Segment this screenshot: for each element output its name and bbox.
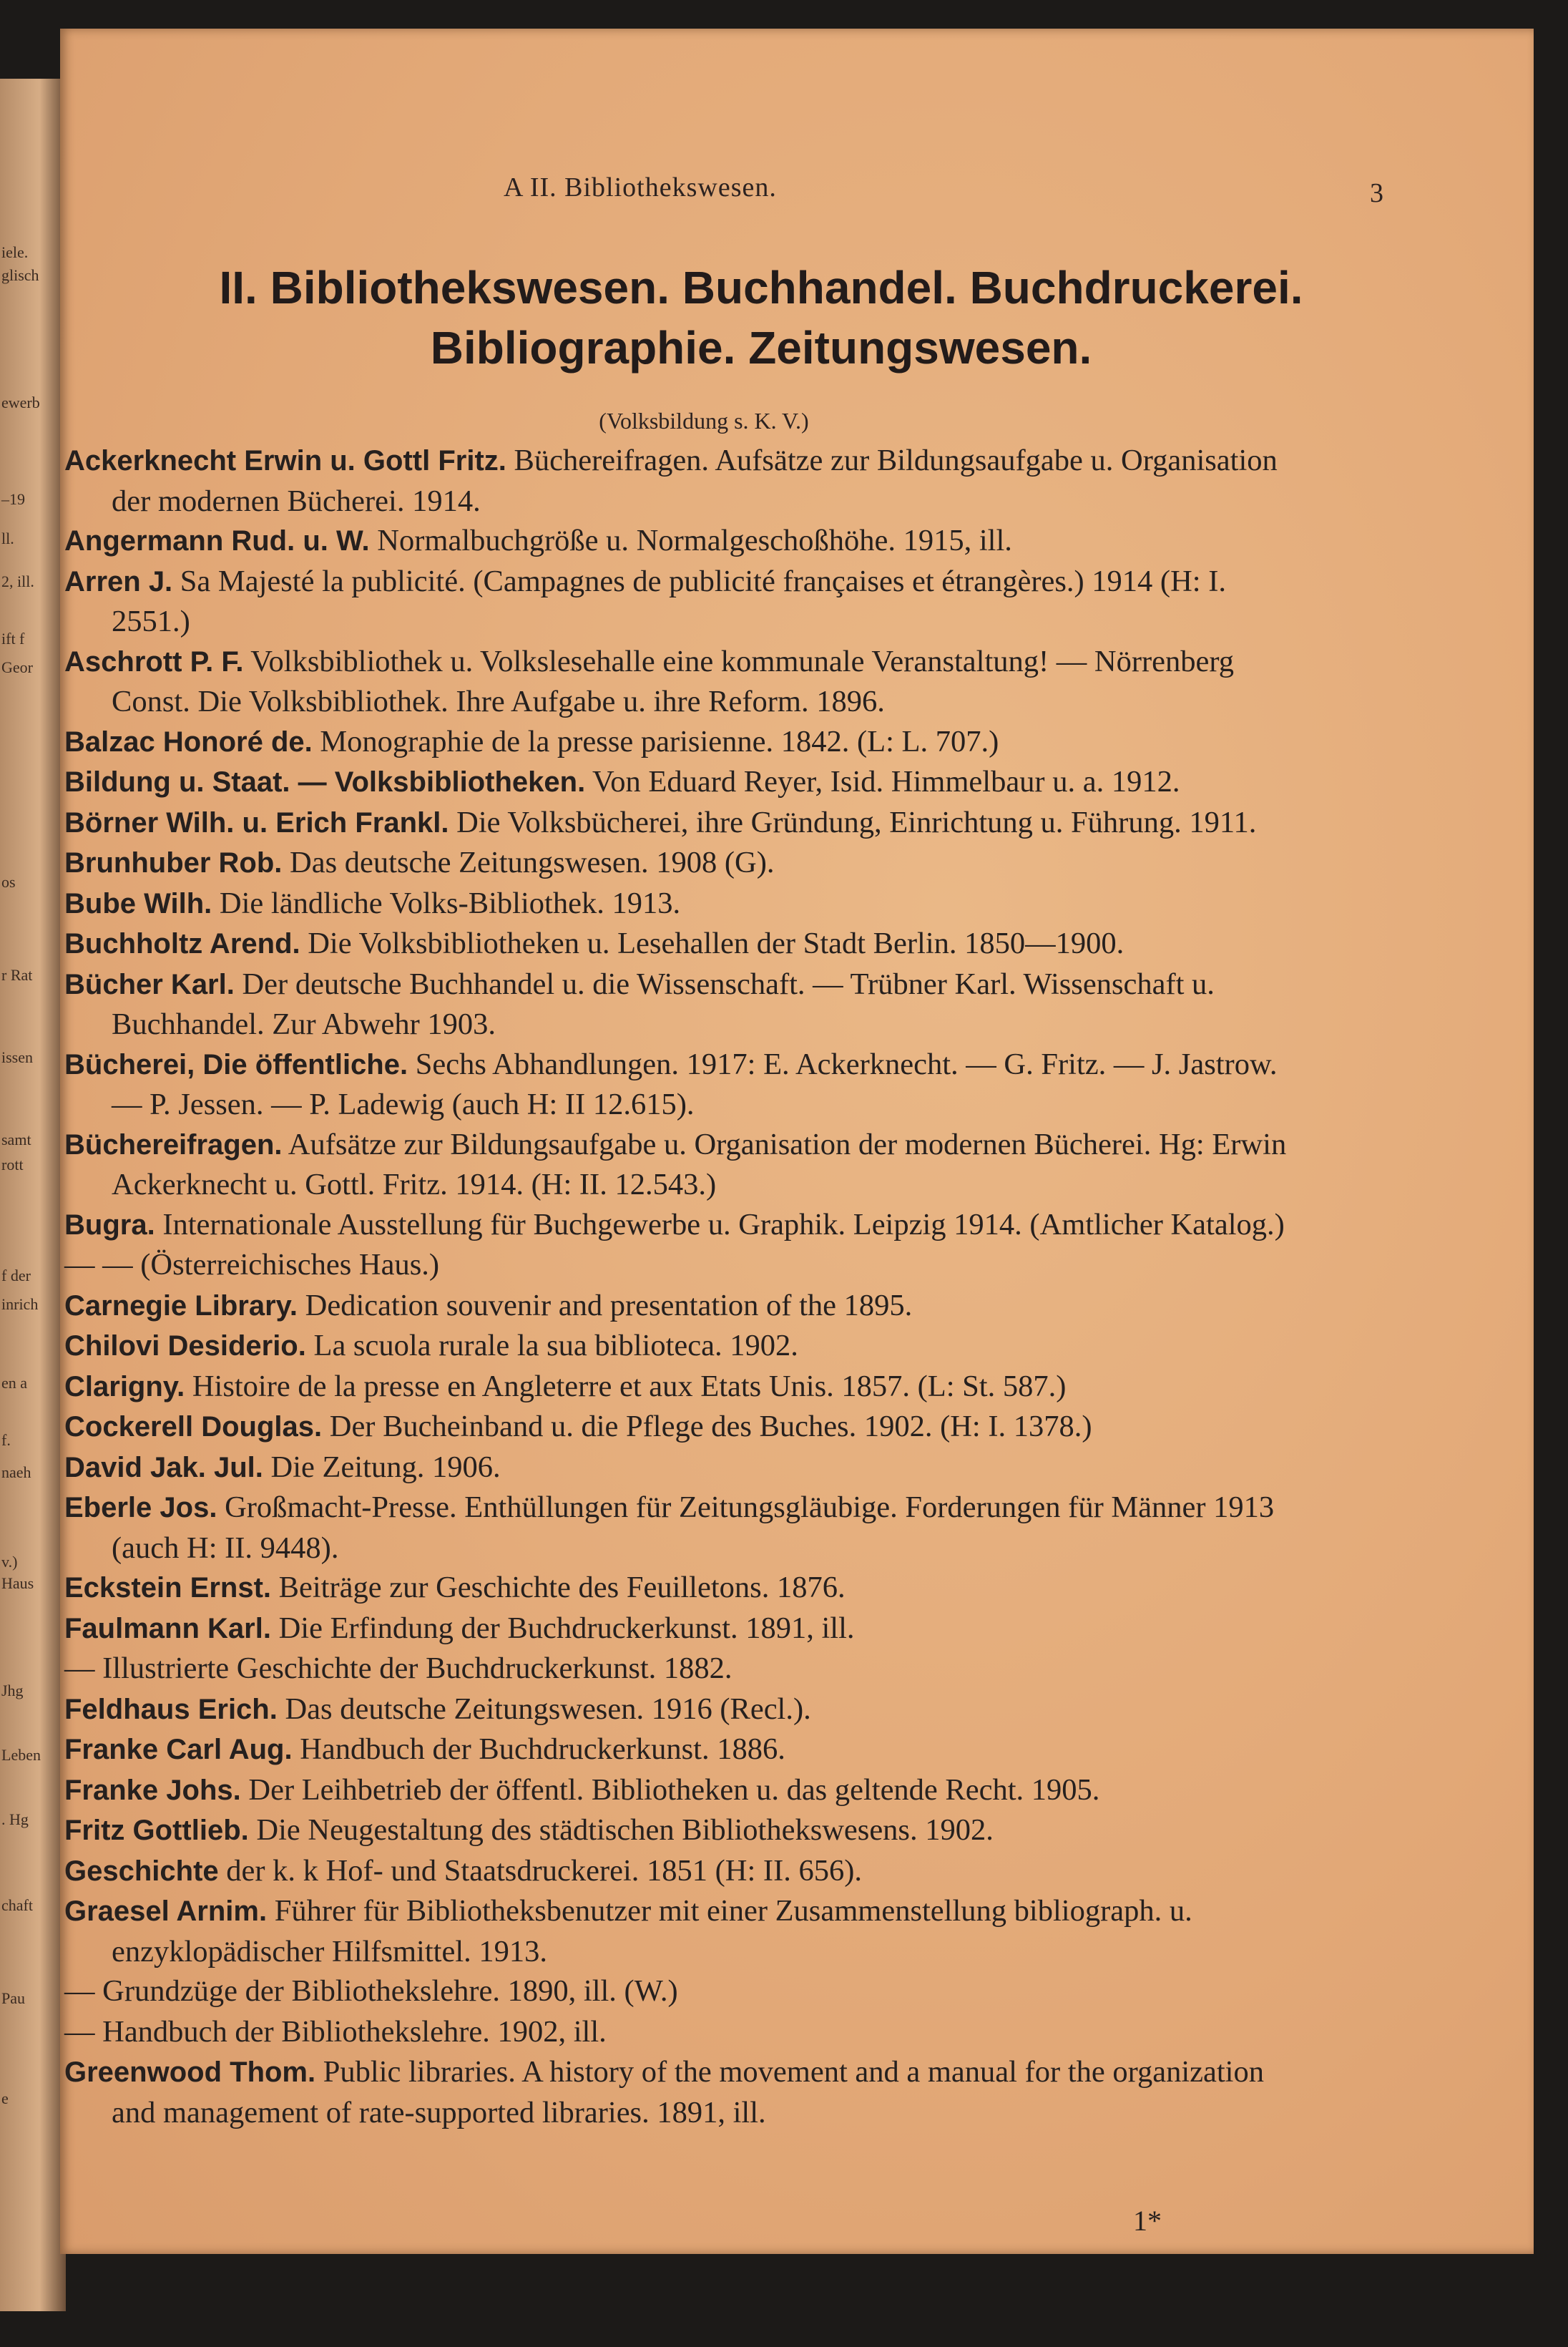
entry-text: — Handbuch der Bibliothekslehre. 1902, ill. xyxy=(64,2014,607,2049)
entry-text: Die ländliche Volks-Bibliothek. 1913. xyxy=(212,886,681,920)
entry-author: Arren J. xyxy=(64,565,173,597)
page-number: 3 xyxy=(1370,178,1383,208)
bibliography-entry xyxy=(64,1568,1295,1609)
entry-text: Die Volksbibliotheken u. Lesehallen der Stadt Berlin. 1850—1900. xyxy=(300,927,1124,960)
bibliography-entry xyxy=(64,1448,1295,1488)
entry-author: Buchholtz Arend. xyxy=(64,928,300,960)
left-page-fragment: rott xyxy=(1,1156,24,1174)
left-page-fragment: Leben xyxy=(1,1746,41,1764)
entry-author: Franke Johs. xyxy=(64,1774,241,1806)
bibliography-entry xyxy=(64,1729,1295,1770)
entry-author: Bube Wilh. xyxy=(64,887,212,919)
bibliography-entry xyxy=(64,1609,1295,1649)
bibliography-entry xyxy=(64,884,1295,924)
left-page-fragment: ewerb xyxy=(1,394,40,411)
entry-author: Börner Wilh. u. Erich Frankl. xyxy=(64,806,449,839)
bibliography-entry xyxy=(64,2012,1295,2053)
section-subtitle: (Volksbildung s. K. V.) xyxy=(599,408,809,434)
left-page-edge xyxy=(0,79,66,2311)
bibliography-entry xyxy=(64,1245,1295,1286)
entry-text: Führer für Bibliotheksbenutzer mit einer Zusammenstellung bibliograph. u. enzyklopädischer Hilfsmittel. 1913. xyxy=(112,1894,1192,1968)
section-title-line: II. Bibliothekswesen. Buchhandel. Buchdruckerei. xyxy=(219,262,1303,313)
bibliography-entry xyxy=(64,1045,1295,1125)
bibliography-entry xyxy=(64,1689,1295,1730)
bibliography-entry xyxy=(64,642,1295,722)
bibliography-entry xyxy=(64,762,1295,803)
left-page-fragment: Haus xyxy=(1,1574,34,1592)
running-head: A II. Bibliothekswesen. xyxy=(504,172,777,203)
entry-author: Eckstein Ernst. xyxy=(64,1572,272,1604)
entry-author: Büchereifragen. xyxy=(64,1128,283,1161)
left-page-fragment: Jhg xyxy=(1,1682,24,1699)
bibliography-entry xyxy=(64,803,1295,844)
entry-author: Chilovi Desiderio. xyxy=(64,1330,306,1362)
entry-text: Volksbibliothek u. Volkslesehalle eine kommunale Veranstaltung! — Nörrenberg Const. Die Volksbibliothek. Ihre Aufgabe u. ihre Reform. 1896. xyxy=(112,644,1235,718)
bibliography-entry xyxy=(64,1125,1295,1205)
entry-author: Fritz Gottlieb. xyxy=(64,1815,249,1846)
left-page-fragment: r Rat xyxy=(1,966,33,984)
entry-text: Großmacht-Presse. Enthüllungen für Zeitungsgläubige. Forderungen für Männer 1913 (auch H: II. 9448). xyxy=(112,1490,1275,1565)
left-page-fragment: naeh xyxy=(1,1463,31,1481)
entry-author: David Jak. Jul. xyxy=(64,1451,263,1483)
entry-text: Beiträge zur Geschichte des Feuilletons. 1876. xyxy=(271,1571,846,1604)
entry-text: Der Leihbetrieb der öffentl. Bibliotheken u. das geltende Recht. 1905. xyxy=(240,1772,1100,1807)
entry-author: Franke Carl Aug. xyxy=(64,1734,293,1765)
bibliography-entry xyxy=(64,2052,1295,2132)
entry-text: Normalbuchgröße u. Normalgeschoßhöhe. 1915, ill. xyxy=(369,524,1012,557)
bibliography-entry xyxy=(64,1407,1295,1448)
bibliography-entry xyxy=(64,1971,1295,2012)
entry-text: Die Erfindung der Buchdruckerkunst. 1891, ill. xyxy=(270,1611,855,1645)
left-page-fragment: v.) xyxy=(1,1553,18,1571)
left-page-fragment: glisch xyxy=(1,266,39,284)
entry-text: Internationale Ausstellung für Buchgewerbe u. Graphik. Leipzig 1914. (Amtlicher Katalog.) xyxy=(155,1207,1285,1241)
entry-text: Das deutsche Zeitungswesen. 1908 (G). xyxy=(282,846,775,879)
entry-text: Das deutsche Zeitungswesen. 1916 (Recl.). xyxy=(277,1692,811,1726)
entry-author: Bildung u. Staat. — Volksbibliotheken. xyxy=(64,766,586,798)
left-page-fragment: Geor xyxy=(1,658,33,676)
entry-text: Die Neugestaltung des städtischen Bibliothekswesens. 1902. xyxy=(248,1813,994,1847)
entry-author: Geschichte xyxy=(64,1855,219,1887)
entry-author: Faulmann Karl. xyxy=(64,1612,271,1644)
entry-author: Balzac Honoré de. xyxy=(64,726,313,758)
entry-text: Der deutsche Buchhandel u. die Wissenschaft. — Trübner Karl. Wissenschaft u. Buchhandel. Zur Abwehr 1903. xyxy=(112,967,1215,1041)
left-page-fragment: issen xyxy=(1,1048,33,1066)
entry-text: — Illustrierte Geschichte der Buchdruckerkunst. 1882. xyxy=(64,1651,732,1685)
left-page-fragment: inrich xyxy=(1,1295,39,1313)
section-title-line: Bibliographie. Zeitungswesen. xyxy=(430,322,1092,374)
bibliography-entry xyxy=(64,1326,1295,1367)
entry-author: Angermann Rud. u. W. xyxy=(64,525,370,557)
entry-author: Graesel Arnim. xyxy=(64,1895,268,1927)
book-page xyxy=(60,29,1534,2254)
entry-text: Der Bucheinband u. die Pflege des Buches. 1902. (H: I. 1378.) xyxy=(322,1410,1092,1443)
entry-text: Aufsätze zur Bildungsaufgabe u. Organisation der modernen Bücherei. Hg: Erwin Ackerknecht u. Gottl. Fritz. 1914. (H: II. 12.543.) xyxy=(112,1127,1287,1201)
bibliography-entry xyxy=(64,521,1295,562)
entry-text: Dedication souvenir and presentation of the 1895. xyxy=(298,1288,913,1322)
entry-text: La scuola rurale la sua biblioteca. 1902. xyxy=(305,1329,798,1362)
bibliography-list xyxy=(64,441,1295,2132)
entry-author: Clarigny. xyxy=(64,1370,185,1402)
bibliography-entry xyxy=(64,1851,1295,1892)
entry-author: Bücherei, Die öffentliche. xyxy=(64,1048,408,1080)
entry-author: Greenwood Thom. xyxy=(64,2056,316,2088)
entry-text: Die Volksbücherei, ihre Gründung, Einrichtung u. Führung. 1911. xyxy=(449,805,1257,839)
bibliography-entry xyxy=(64,1810,1295,1851)
bibliography-entry xyxy=(64,1367,1295,1407)
entry-author: Cockerell Douglas. xyxy=(64,1411,323,1443)
bibliography-entry xyxy=(64,924,1295,965)
left-page-fragment: chaft xyxy=(1,1896,33,1914)
entry-author: Carnegie Library. xyxy=(64,1289,298,1322)
entry-author: Aschrott P. F. xyxy=(64,645,244,678)
entry-author: Eberle Jos. xyxy=(64,1492,217,1523)
bibliography-entry xyxy=(64,562,1295,642)
entry-text: Handbuch der Buchdruckerkunst. 1886. xyxy=(292,1732,785,1766)
left-page-fragment: e xyxy=(1,2089,9,2107)
left-page-fragment: –19 xyxy=(1,490,25,508)
left-page-fragment: iele. xyxy=(1,243,29,261)
entry-text: — Grundzüge der Bibliothekslehre. 1890, ill. (W.) xyxy=(64,1974,678,2008)
bibliography-entry xyxy=(64,1649,1295,1689)
entry-text: Büchereifragen. Aufsätze zur Bildungsaufgabe u. Organisation der modernen Bücherei. 1914. xyxy=(112,444,1278,518)
left-page-fragment: 2, ill. xyxy=(1,572,34,590)
left-page-fragment: samt xyxy=(1,1131,31,1148)
left-page-fragment: ll. xyxy=(1,530,14,547)
entry-text: — — (Österreichisches Haus.) xyxy=(64,1248,440,1282)
bibliography-entry xyxy=(64,965,1295,1045)
left-page-fragment: os xyxy=(1,873,16,891)
entry-author: Bücher Karl. xyxy=(64,968,235,1000)
entry-author: Brunhuber Rob. xyxy=(64,847,283,879)
entry-author: Ackerknecht Erwin u. Gottl Fritz. xyxy=(64,445,506,477)
entry-text: Die Zeitung. 1906. xyxy=(263,1450,501,1484)
bibliography-entry xyxy=(64,1205,1295,1246)
entry-text: Histoire de la presse en Angleterre et aux Etats Unis. 1857. (L: St. 587.) xyxy=(185,1369,1067,1403)
left-page-fragment: f der xyxy=(1,1267,31,1284)
entry-text: der k. k Hof- und Staatsdruckerei. 1851 (H: II. 656). xyxy=(218,1853,863,1888)
bibliography-entry xyxy=(64,1286,1295,1327)
left-page-fragment: ift f xyxy=(1,630,25,648)
bibliography-entry xyxy=(64,1488,1295,1568)
entry-text: Sechs Abhandlungen. 1917: E. Ackerknecht. — G. Fritz. — J. Jastrow. — P. Jessen. — P. Ladewig (auch H: II 12.615). xyxy=(112,1047,1278,1121)
bibliography-entry xyxy=(64,722,1295,763)
entry-text: Sa Majesté la publicité. (Campagnes de publicité françaises et étrangères.) 1914 (H: I. 2551.) xyxy=(112,564,1226,638)
left-page-fragment: f. xyxy=(1,1431,11,1449)
left-page-fragment: . Hg xyxy=(1,1810,29,1828)
entry-text: Von Eduard Reyer, Isid. Himmelbaur u. a. 1912. xyxy=(585,765,1180,799)
entry-author: Feldhaus Erich. xyxy=(64,1693,278,1725)
left-page-fragment: en a xyxy=(1,1374,28,1392)
section-title xyxy=(89,258,1434,378)
signature-mark: 1* xyxy=(1133,2205,1162,2237)
entry-text: Monographie de la presse parisienne. 1842. (L: L. 707.) xyxy=(312,724,999,758)
bibliography-entry xyxy=(64,1770,1295,1811)
left-page-fragment: Pau xyxy=(1,1989,25,2007)
bibliography-entry xyxy=(64,441,1295,521)
bibliography-entry xyxy=(64,843,1295,884)
page-header xyxy=(60,172,1534,215)
entry-text: Public libraries. A history of the movement and a manual for the organization and management of rate-supported libraries. 1891, ill. xyxy=(112,2055,1264,2129)
entry-author: Bugra. xyxy=(64,1209,155,1241)
bibliography-entry xyxy=(64,1891,1295,1971)
